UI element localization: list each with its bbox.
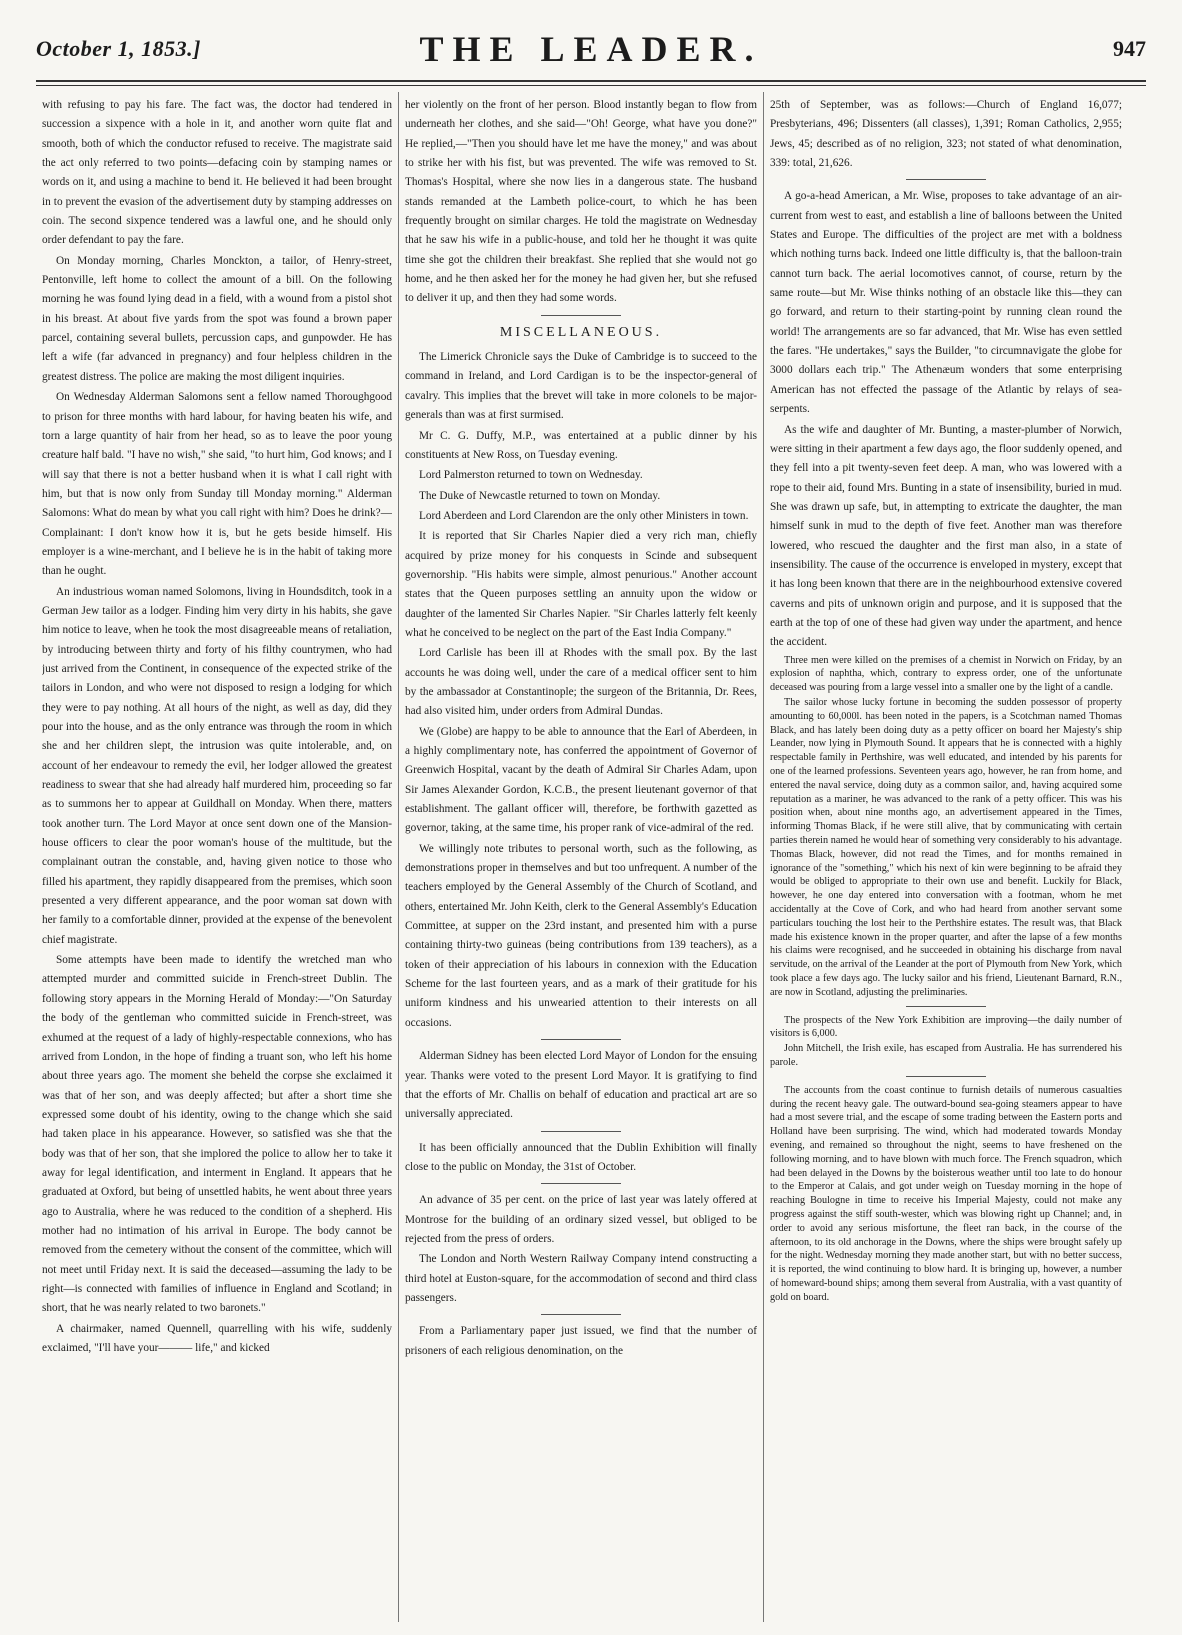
- article-paragraph: Three men were killed on the premises of a chemist in Norwich on Friday, by an explosion of naphtha, which, contrary to express order, one of the unfortunate deceased was pouring from a large vessel into a smaller one by the light of a candle.: [770, 654, 1122, 694]
- article-paragraph: An industrious woman named Solomons, living in Houndsditch, took in a German Jew tailor as a lodger. Finding him very dirty in his habits, she gave him notice to leave, when he took the most disagreeable means of retaliation, by introducing between thirty and forty of his filthy countrymen, who had just arrived from the Continent, in consequence of the expected strike of the tailors in London, and who were not disposed to resign a lodging for which they were to pay nothing. At all hours of the night, as well as day, did they pour into the house, and as the only entrance was through the room in which she and her children slept, the intrusion was quite intolerable, and, on account of her endeavour to remedy the evil, her lodger allowed the greatest readiness to swear that she had already half murdered him, proceeding so far as to summons her to appear at Guildhall on Monday. When there, matters took another turn. The Lord Mayor at once sent down one of the Mansion-house officers to clear the poor woman's house of the multitude, but the complainant outran the constable, and, having given notice to those who filled his apartment, they rapidly disappeared from the premises, which soon presented a very different appearance, and the poor woman sat down with her family to a comfortable dinner, provided at the expense of the benevolent chief magistrate.: [42, 585, 392, 946]
- article-paragraph: The prospects of the New York Exhibition are improving—the daily number of visitors is 6,000.: [770, 1014, 1122, 1040]
- column-divider: [763, 92, 764, 1622]
- article-paragraph: The accounts from the coast continue to furnish details of numerous casualties during the recent heavy gale. The outward-bound sea-going steamers appear to have had a most severe trial, and the escape of some trading between the Eastern ports and Holland have been surprising. The wind, which had moderated towards Monday evening, and remained so throughout the night, seems to have freshened on the following morning, and to have blown with much force. The French squadron, which had been delayed in the Downs by the boisterous weather until too late to do honour to the Emperor at Calais, and got under weigh on Tuesday morning in the hope of reaching Boulogne in time to receive his Imperial Majesty, could not make any progress against the stiff south-wester, which was blowing right up Channel; and, in order to avoid any serious misfortune, the fleet ran back, in the course of the afternoon, to its old anchorage in the Downs, where the ships were brought safely up for the night. Wednesday morning they made another start, but with no better success, it is reported, the wind continuing to blow hard. It is bringing up, however, a number of homeward-bound ships; among them several from Australia, with a vast quantity of gold on board.: [770, 1084, 1122, 1303]
- page-number: 947: [1113, 36, 1146, 61]
- article-paragraph: The Duke of Newcastle returned to town on Monday.: [419, 489, 661, 502]
- article-paragraph: Lord Aberdeen and Lord Clarendon are the only other Ministers in town.: [419, 509, 749, 522]
- section-rule: [541, 1183, 621, 1184]
- section-rule: [541, 1131, 621, 1132]
- article-paragraph: From a Parliamentary paper just issued, we find that the number of prisoners of each religious denomination, on the: [405, 1325, 757, 1357]
- header-rule: [36, 80, 1146, 82]
- article-paragraph: As the wife and daughter of Mr. Bunting, a master-plumber of Norwich, were sitting in their apartment a few days ago, the floor suddenly opened, and they fell into a pit twenty-seven feet deep. A man, who was lowered with a rope to their aid, found Mrs. Bunting in a state of insensibility, buried in mud. She was drawn up safe, but, in attempting to extricate the daughter, the man himself sunk in mud to the depth of five feet. Another man was therefore lowered, who rescued the daughter and the first man also, in a state of insensibility. The cause of the occurrence is enveloped in mystery, except that it has long been known that there are in the neighbourhood extensive covered caverns and pits of unknown origin and purpose, and it is supposed that the earth at the top of one of these had given way under the apartment, and hence the accident.: [770, 423, 1122, 649]
- article-paragraph: Some attempts have been made to identify the wretched man who attempted murder and committed suicide in French-street Dublin. The following story appears in the Morning Herald of Monday:—"On Saturday the body of the gentleman who committed suicide in French-street, was exhumed at the request of a lady of highly-respectable connexions, who has arrived from London, in the hope of finding a truant son, who left his home about three years ago. The moment she beheld the corpse she exclaimed it was that of her son, and was deeply affected; but after a short time she expressed some doubt of his identity, owing to the change which she said had taken place in his appearance. However, so satisfied was she that the body was that of her son, that she implored the police to allow her to take it away for legal identification, and interment in England. It appears that he graduated at Oxford, but being of unsettled habits, he went about three years ago to Australia, where he was reduced to the condition of a shepherd. His mother had no intimation of his arrival in Europe. The body cannot be removed from the cemetery without the consent of the committee, which will not meet until Friday next. It is said the deceased—assuming the lady to be right—is connected with families of influence in England and Scotland; in short, that he was nearly related to two baronets.": [42, 954, 392, 1315]
- article-paragraph: A chairmaker, named Quennell, quarrelling with his wife, suddenly exclaimed, "I'll have your——— life," and kicked: [42, 1322, 392, 1354]
- article-paragraph: 25th of September, was as follows:—Church of England 16,077; Presbyterians, 496; Dissenters (all classes), 1,391; Roman Catholics, 2,955; Jews, 45; described as of no religion, 323; not stated of what denomination, 339: total, 21,626.: [770, 99, 1122, 170]
- article-paragraph: Alderman Sidney has been elected Lord Mayor of London for the ensuing year. Thanks were voted to the present Lord Mayor. It is gratifying to find that the efforts of Mr. Challis on behalf of education and practical art are so universally appreciated.: [405, 1050, 757, 1121]
- column-1: [42, 96, 392, 1626]
- article-paragraph: John Mitchell, the Irish exile, has escaped from Australia. He has surrendered his parole.: [770, 1043, 1122, 1068]
- section-rule: [906, 1076, 986, 1077]
- section-rule: [541, 1314, 621, 1315]
- section-rule: [541, 315, 621, 316]
- article-paragraph: The London and North Western Railway Company intend constructing a third hotel at Euston-square, for the accommodation of second and third class passengers.: [405, 1253, 757, 1304]
- article-paragraph: with refusing to pay his fare. The fact was, the doctor had tendered in succession a sixpence with a hole in it, and another worn quite flat and smooth, both of which the conductor refused to receive. The magistrate said the act only referred to two points—defacing coin by stamping names or words on it, and using a machine to bend it. He believed it had been brought in to prevent the evasion of the advertisement duty by stamping addresses on coin. The second sixpence tendered was a lawful one, and he should only order defendant to pay the fare.: [42, 99, 392, 247]
- article-paragraph: It is reported that Sir Charles Napier died a very rich man, chiefly acquired by prize money for his conquests in Scinde and subsequent governorship. "His habits were simple, almost penurious." Another account states that the Queen purposes settling an annuity upon the widow or daughter of the lamented Sir Charles Napier. "Sir Charles latterly felt keenly what he conceived to be neglect on the part of the East India Company.": [405, 530, 757, 639]
- column-2: [405, 96, 757, 1626]
- header-rule-thin: [36, 85, 1146, 86]
- section-rule: [906, 1006, 986, 1007]
- article-paragraph: On Monday morning, Charles Monckton, a tailor, of Henry-street, Pentonville, left home to collect the amount of a bill. On the following morning he was found lying dead in a field, with a wound from a pistol shot in his breast. At about five yards from the spot was found a brown paper parcel, containing several bullets, percussion caps, and gunpowder. He has left a wife (far advanced in pregnancy) and four helpless children in the greatest distress. The police are making the most diligent inquiries.: [42, 254, 392, 383]
- article-paragraph: A go-a-head American, a Mr. Wise, proposes to take advantage of an air-current from west to east, and establish a line of balloons between the United States and Europe. The difficulties of the project are met with a boldness which nothing turns back. Indeed one little difficulty is, that the balloon-train cannot turn back. The aerial locomotives cannot, of course, return by the same route—but Mr. Wise thinks nothing of an obstacle like this—they can go forward, and return to their starting-point by running clean round the world! The arrangements are so far advanced, that Mr. Wise has even settled the fares. "He undertakes," says the Builder, "to circumnavigate the globe for 3000 dollars each trip." The Athenæum wonders that some enterprising American has not effected the passage of the Atlantic by relays of sea-serpents.: [770, 190, 1122, 416]
- article-paragraph: The sailor whose lucky fortune in becoming the sudden possessor of property amounting to 60,000l. has been noted in the papers, is a Scotchman named Thomas Black, and has lately been doing duty as a petty officer on board her Majesty's ship Leander, now lying in Plymouth Sound. It appears that he is connected with a highly respectable family in Perthshire, was well educated, and intended by his parents for one of the learned professions. Seventeen years ago, however, he ran from home, and entered the naval service, doing duty as a common sailor, and, having acquired some reputation as a mariner, he was advanced to the rank of a petty officer. This was his position when, about nine months ago, an advertisement appeared in the Times, informing Thomas Black, if he were still alive, that by communicating with certain parties therein named he would hear of something very considerably to his advantage. Thomas Black, however, did not read the Times, and for months remained in ignorance of the "something," which his next of kin were beginning to be afraid they would be obliged to appropriate to their own use and benefit. Luckily for Black, however, he one day entered into conversation with a footman, whom he met accidentally at the Cove of Cork, and who had heard from another servant some particulars touching the lost heir to the Perthshire estates. The result was, that Black made his existence known in the proper quarter, and after the lapse of a few months his claims were recognised, and he succeeded in obtaining his discharge from naval servitude, on the arrival of the Leander at the port of Plymouth from New York, which took place a few days ago. The lucky sailor and his friend, Lieutenant Barnard, R.N., are now in Scotland, adjusting the preliminaries.: [770, 697, 1122, 998]
- article-paragraph: The Limerick Chronicle says the Duke of Cambridge is to succeed to the command in Ireland, and Lord Cardigan is to be the inspector-general of cavalry. This implies that the brevet will take in more colonels to be major-generals than was at first surmised.: [405, 351, 757, 422]
- article-paragraph: her violently on the front of her person. Blood instantly began to flow from underneath her clothes, and she said—"Oh! George, what have you done?" He replied,—"Then you should have let me have the money," and was about to strike her with his fist, but was prevented. The wife was removed to St. Thomas's Hospital, where she now lies in a dangerous state. The husband stands remanded at the Lambeth police-court, to which he has been frequently brought on similar charges. He told the magistrate on Wednesday that he saw his wife in a public-house, and told her he thought it was quite time she got the children their breakfast. She replied that she would not go home, and he then asked her for the money he had given her, but she refused to deliver it up, and then they had some words.: [405, 99, 757, 305]
- article-paragraph: Lord Palmerston returned to town on Wednesday.: [419, 469, 643, 482]
- column-3: [770, 96, 1122, 1626]
- section-heading: MISCELLANEOUS.: [499, 324, 663, 340]
- article-paragraph: We willingly note tributes to personal worth, such as the following, as demonstrations proper in themselves and but too unfrequent. A number of the teachers employed by the General Assembly of the Church of Scotland, and others, entertained Mr. John Keith, clerk to the General Assembly's Education Committee, at supper on the 23rd instant, and presented him with a purse containing thirty-two guineas (being contributions from 139 teachers), as a token of their appreciation of his labours in connexion with the Education Scheme for the last fourteen years, and as a mark of their gratitude for his uniform kindness and his unwearied attention to their interests on all occasions.: [405, 842, 757, 1029]
- column-divider: [398, 92, 399, 1622]
- article-paragraph: On Wednesday Alderman Salomons sent a fellow named Thoroughgood to prison for three months with hard labour, for having beaten his wife, and torn a large quantity of hair from her head, so as to leave the poor young creature half bald. "I have no wish," she said, "to hurt him, God knows; and I will say that there is not a better husband when it is what I call right with him, but that is now only from Sunday till Monday morning." Alderman Salomons: What do mean by what you call right with him? Does he drink?—Complainant: I don't know how it is, but he gets beside himself. His employer is a wine-merchant, and I believe he is in the habit of taking more than he ought.: [42, 391, 392, 578]
- article-paragraph: It has been officially announced that the Dublin Exhibition will finally close to the public on Monday, the 31st of October.: [405, 1141, 757, 1173]
- article-paragraph: An advance of 35 per cent. on the price of last year was lately offered at Montrose for the building of an ordinary sized vessel, but obliged to be rejected from the press of orders.: [405, 1194, 757, 1245]
- newspaper-title: THE LEADER.: [419, 29, 763, 69]
- article-paragraph: Lord Carlisle has been ill at Rhodes with the small pox. By the last accounts he was doing well, under the care of a medical officer sent to him by the ambassador at Constantinople; the surgeon of the Britannia, Dr. Rees, had also visited him, under orders from Admiral Dundas.: [405, 647, 757, 718]
- article-paragraph: Mr C. G. Duffy, M.P., was entertained at a public dinner by his constituents at New Ross, on Tuesday evening.: [405, 429, 757, 461]
- masthead: [36, 28, 1146, 84]
- section-rule: [906, 179, 986, 180]
- article-paragraph: We (Globe) are happy to be able to announce that the Earl of Aberdeen, in a highly complimentary note, has conferred the appointment of Governor of Greenwich Hospital, vacant by the death of Admiral Sir Charles Adam, upon Sir James Alexander Gordon, K.C.B., the present lieutenant governor of that establishment. The gallant officer will, therefore, be forthwith gazetted as governor, taking, at the same time, his proper rank of vice-admiral of the red.: [405, 725, 757, 835]
- issue-date: October 1, 1853.]: [36, 36, 201, 61]
- section-rule: [541, 1039, 621, 1040]
